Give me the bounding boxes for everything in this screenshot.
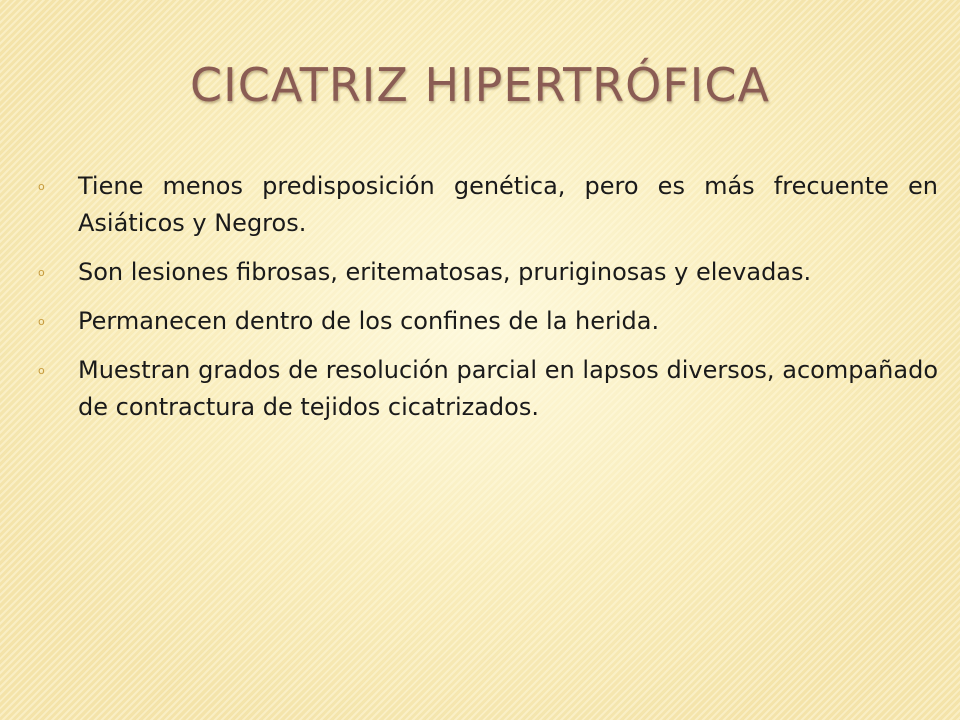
list-item <box>38 352 938 426</box>
circle-bullet-icon: o <box>38 364 45 377</box>
bullet-text: Permanecen dentro de los confines de la herida. <box>78 307 660 335</box>
list-item <box>38 303 938 340</box>
bullet-text: Tiene menos predisposición genética, pero es más frecuente en Asiáticos y Negros. <box>78 172 938 237</box>
circle-bullet-icon: o <box>38 315 45 328</box>
circle-bullet-icon: o <box>38 266 45 279</box>
list-item <box>38 168 938 242</box>
bullet-list <box>38 168 938 438</box>
bullet-text: Muestran grados de resolución parcial en lapsos diversos, acompañado de contractura de tejidos cicatrizados. <box>78 356 938 421</box>
circle-bullet-icon: o <box>38 180 45 193</box>
bullet-text: Son lesiones fibrosas, eritematosas, pruriginosas y elevadas. <box>78 258 812 286</box>
list-item <box>38 254 938 291</box>
slide-title: CICATRIZ HIPERTRÓFICA <box>190 58 770 112</box>
